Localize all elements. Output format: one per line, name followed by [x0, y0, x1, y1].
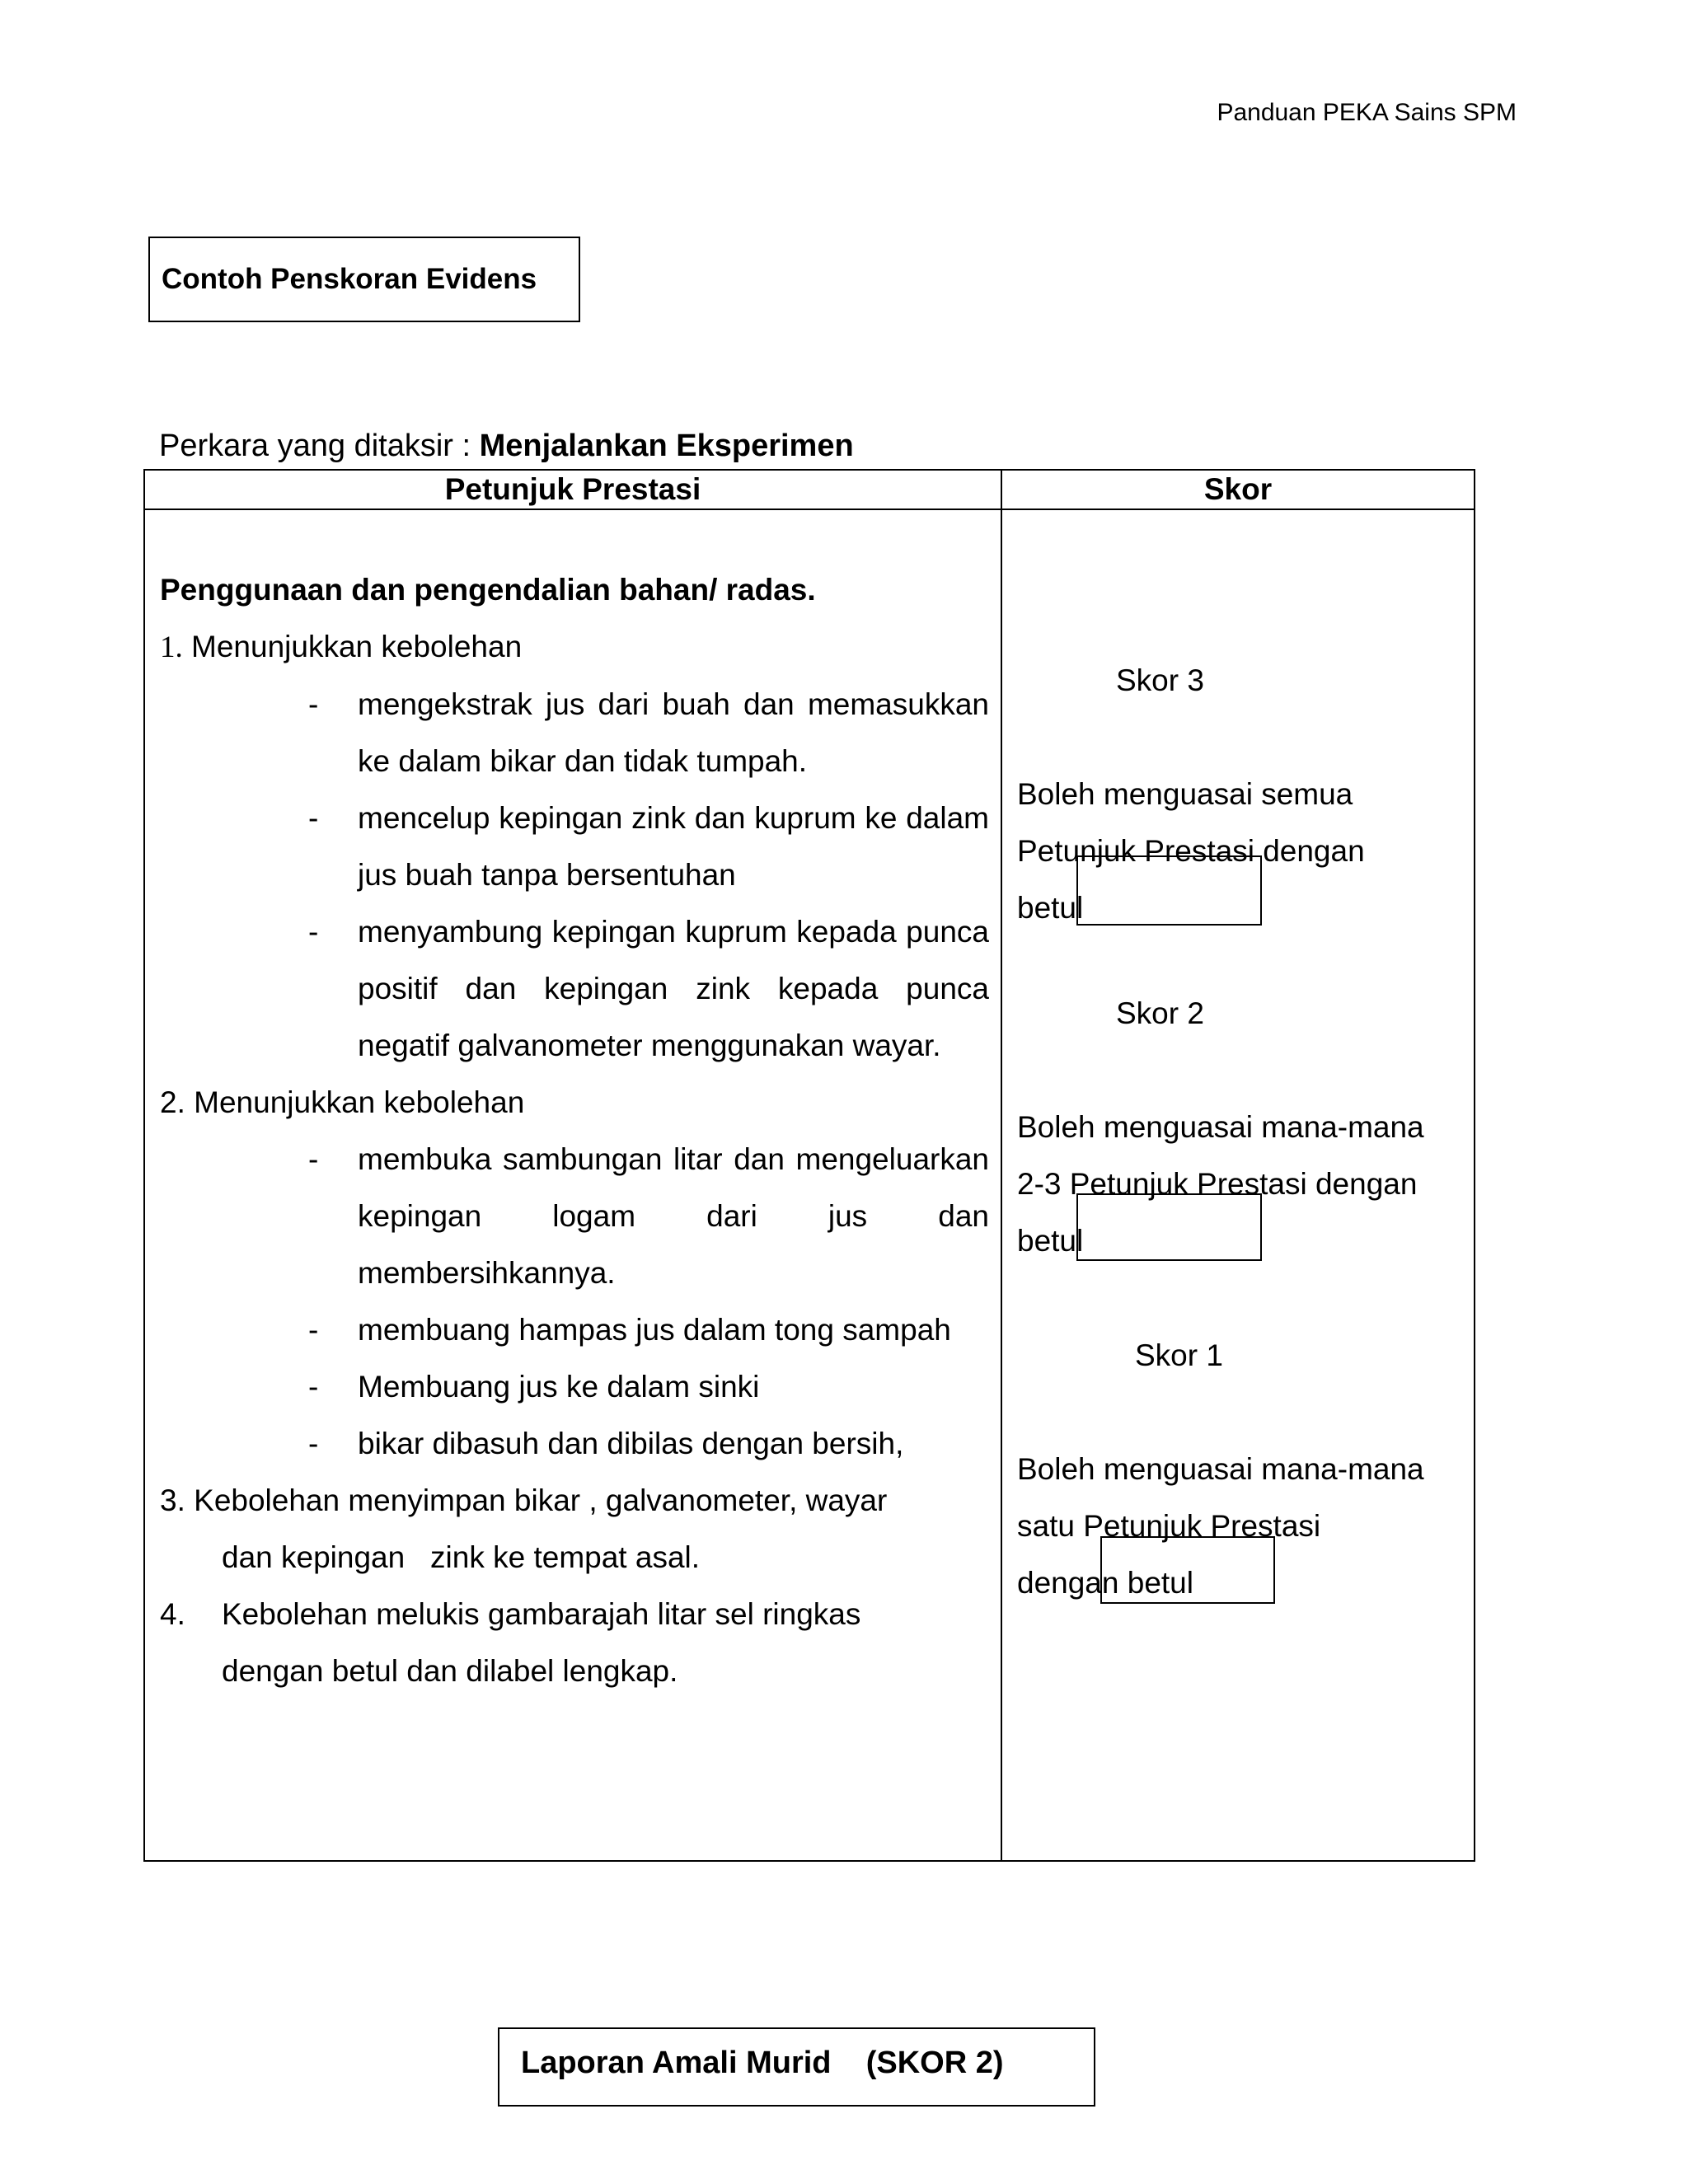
item-number: 4.: [160, 1597, 185, 1631]
score-1-title: Skor 1: [1135, 1338, 1223, 1372]
score-3-line: Boleh menguasai semua: [1017, 777, 1353, 811]
score-cell: [1001, 509, 1475, 1861]
list-item-3: [160, 1472, 989, 1529]
list-item-2: [160, 1074, 989, 1131]
score-3-line: betul: [1017, 891, 1084, 925]
assessed-item-line: [159, 429, 854, 464]
assessed-value: Menjalankan Eksperimen: [479, 429, 854, 463]
item-number: 3.: [160, 1483, 185, 1517]
indicator-list: [160, 561, 989, 1699]
score-2-marking-box: [1076, 1193, 1262, 1261]
score-3-title: Skor 3: [1116, 663, 1204, 697]
score-2-title: Skor 2: [1116, 996, 1204, 1030]
score-1-line: dengan betul: [1017, 1566, 1193, 1600]
running-header: Panduan PEKA Sains SPM: [1217, 99, 1517, 126]
score-2-line: Boleh menguasai mana-mana: [1017, 1110, 1424, 1144]
bullet-item: - membuka sambungan litar dan mengeluarkan kepingan logam dari jus dan membersihkannya.: [308, 1142, 989, 1290]
item-continuation: dan kepingan zink ke tempat asal.: [222, 1540, 701, 1574]
document-title-box: Contoh Penskoran Evidens: [148, 237, 580, 322]
bullet-item: - mencelup kepingan zink dan kuprum ke dalam jus buah tanpa bersentuhan: [308, 801, 989, 892]
bullet-item: - membuang hampas jus dalam tong sampah: [308, 1313, 951, 1347]
list-item-1: [160, 618, 989, 676]
item-text: Kebolehan menyimpan bikar , galvanometer, wayar: [194, 1483, 888, 1517]
performance-indicator-cell: [144, 509, 1001, 1861]
item-text: Menunjukkan kebolehan: [194, 1085, 525, 1119]
score-3-marking-box: [1076, 855, 1262, 926]
bullet-item: - mengekstrak jus dari buah dan memasukkan ke dalam bikar dan tidak tumpah.: [308, 687, 989, 778]
bullet-item: - bikar dibasuh dan dibilas dengan bersih,: [308, 1427, 904, 1460]
score-1-line: Boleh menguasai mana-mana: [1017, 1452, 1424, 1486]
score-3-line: Petunjuk Prestasi dengan: [1017, 834, 1365, 868]
list-item-4: [160, 1586, 989, 1643]
bullet-item: - menyambung kepingan kuprum kepada punca positif dan kepingan zink kepada punca negatif galvanometer menggunakan wayar.: [308, 915, 989, 1062]
item-text: Menunjukkan kebolehan: [191, 630, 523, 663]
item-text: Kebolehan melukis gambarajah litar sel ringkas: [222, 1597, 861, 1631]
score-1-marking-box: [1100, 1536, 1275, 1604]
table-body-row: [144, 509, 1475, 1861]
item-number: 2.: [160, 1085, 185, 1119]
bullet-item: - Membuang jus ke dalam sinki: [308, 1370, 760, 1404]
scoring-table: [143, 469, 1475, 1862]
header-performance-indicator: Petunjuk Prestasi: [144, 470, 1001, 509]
item-number: 1.: [160, 630, 183, 664]
student-report-box: Laporan Amali Murid (SKOR 2): [498, 2027, 1095, 2107]
assessed-label: Perkara yang ditaksir :: [159, 429, 480, 463]
table-header-row: [144, 470, 1475, 509]
score-2-line: betul: [1017, 1224, 1084, 1258]
score-2-line: 2-3 Petunjuk Prestasi dengan: [1017, 1167, 1418, 1201]
item-continuation: dengan betul dan dilabel lengkap.: [222, 1654, 678, 1688]
section-heading: Penggunaan dan pengendalian bahan/ radas.: [160, 573, 816, 607]
score-1-line: satu Petunjuk Prestasi: [1017, 1509, 1321, 1543]
header-score: Skor: [1001, 470, 1475, 509]
